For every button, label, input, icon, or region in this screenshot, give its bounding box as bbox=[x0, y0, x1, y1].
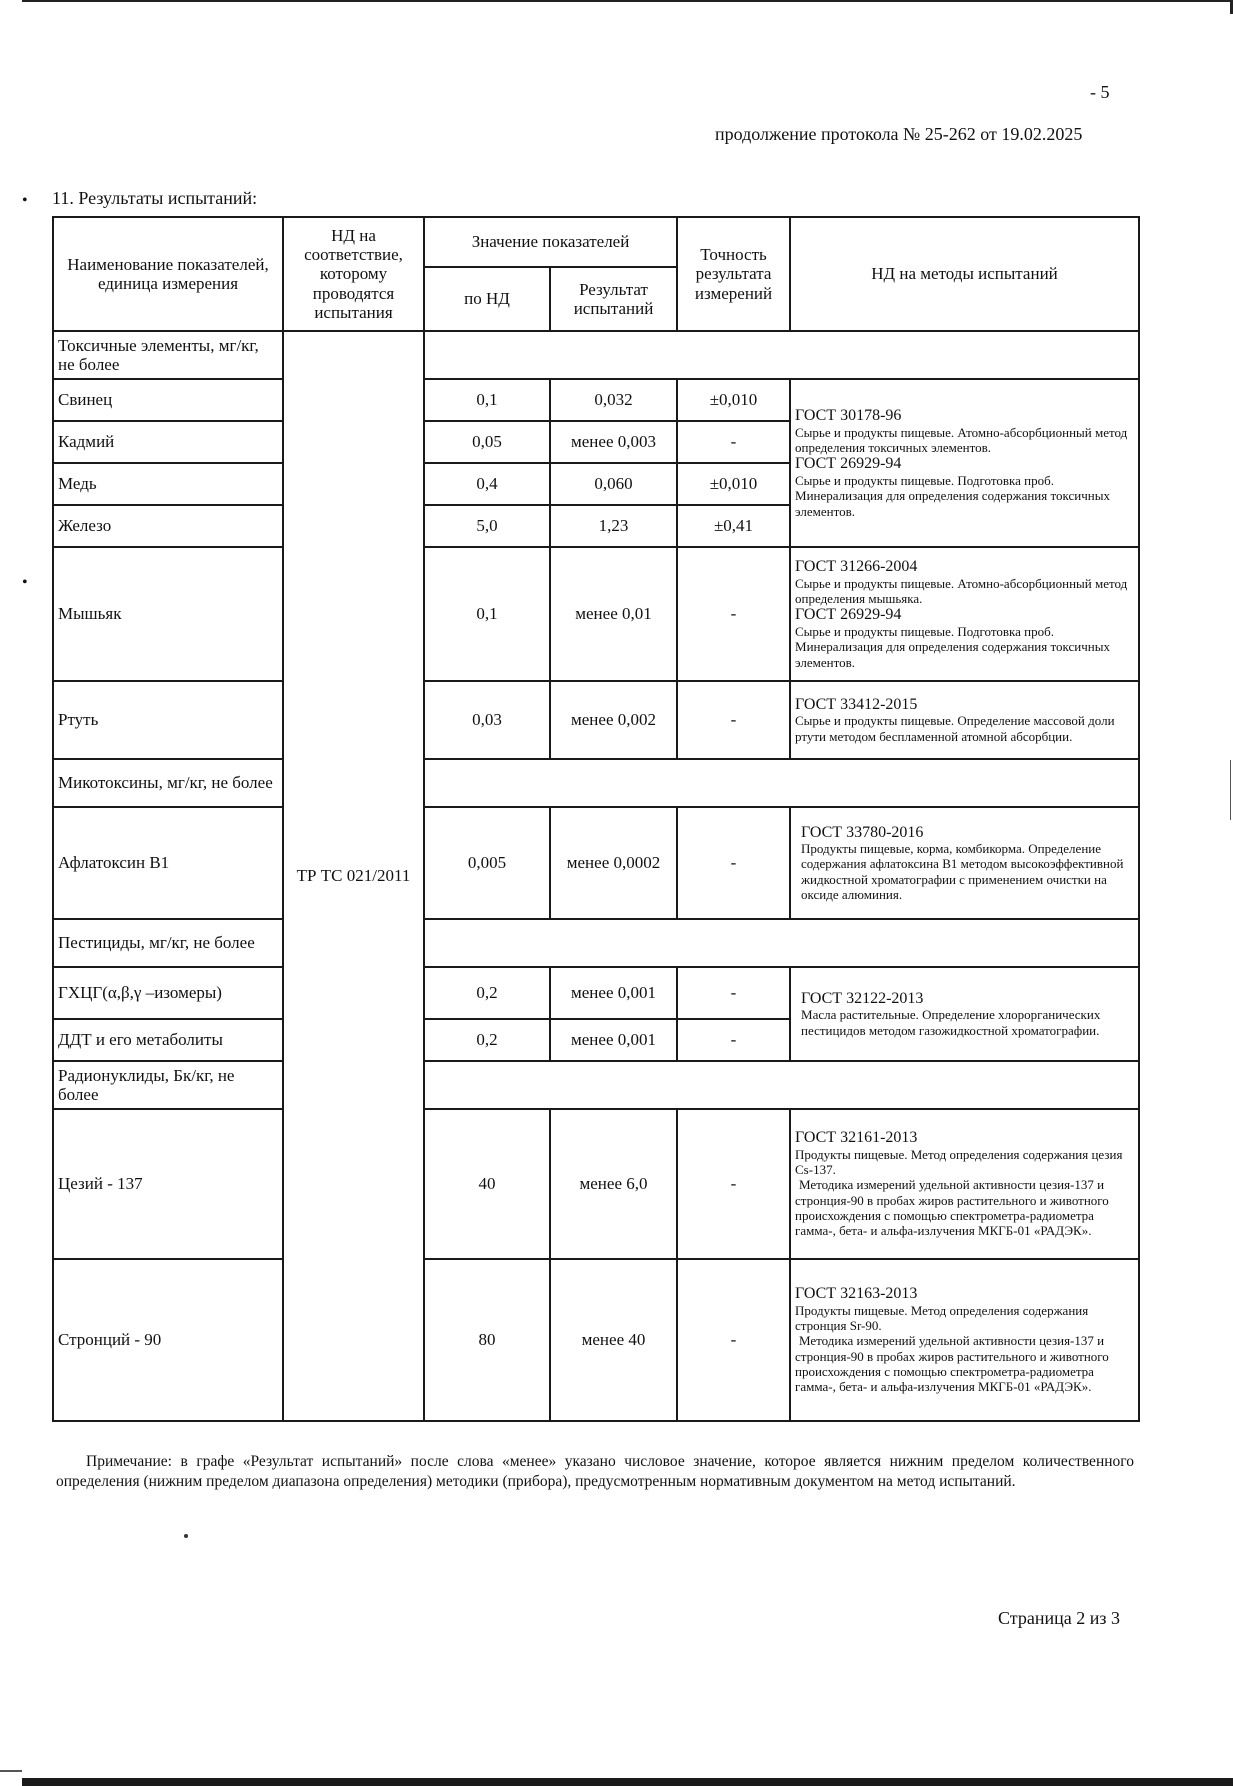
row-result: менее 0,01 bbox=[550, 547, 677, 681]
row-accuracy: - bbox=[677, 1109, 790, 1259]
row-name: Афлатоксин В1 bbox=[53, 807, 283, 919]
group-mycotoxins: Микотоксины, мг/кг, не более bbox=[53, 759, 283, 807]
method-cell bbox=[790, 1109, 1139, 1259]
row-name: Цезий - 137 bbox=[53, 1109, 283, 1259]
row-result: 1,23 bbox=[550, 505, 677, 547]
row-name: ДДТ и его метаболиты bbox=[53, 1019, 283, 1061]
header-values-group: Значение показателей bbox=[424, 217, 677, 267]
method-code: ГОСТ 31266-2004 bbox=[795, 558, 918, 576]
row-result: 0,032 bbox=[550, 379, 677, 421]
bottom-border-left bbox=[0, 1770, 22, 1772]
group-pesticides: Пестициды, мг/кг, не более bbox=[53, 919, 283, 967]
method-cell bbox=[790, 967, 1139, 1061]
table-row bbox=[53, 1259, 1139, 1421]
group-row bbox=[53, 331, 1139, 379]
method-desc: Методика измерений удельной активности цезия-137 и стронция-90 в пробах жиров растительного и животного происхождения с помощью спектрометра-радиометра гамма-, бета- и альфа-излучения МКГБ-01 «РАДЭК». bbox=[795, 1177, 1109, 1239]
header-nd-conformity: НД на соответствие, которому проводятся испытания bbox=[283, 217, 424, 331]
method-desc: Продукты пищевые. Метод определения содержания стронция Sr-90. bbox=[795, 1302, 1089, 1334]
row-accuracy: - bbox=[677, 421, 790, 463]
method-code: ГОСТ 33780-2016 bbox=[801, 823, 924, 841]
header-result: Результат испытаний bbox=[550, 267, 677, 331]
top-border bbox=[22, 0, 1233, 14]
method-desc: Сырье и продукты пищевые. Подготовка проб. Минерализация для определения содержания токсичных элементов. bbox=[795, 623, 1110, 670]
row-nd: 5,0 bbox=[424, 505, 550, 547]
row-accuracy: - bbox=[677, 547, 790, 681]
row-name: Стронций - 90 bbox=[53, 1259, 283, 1421]
margin-dot: • bbox=[22, 574, 28, 591]
note-paragraph: Примечание: в графе «Результат испытаний» после слова «менее» указано числовое значение, которое является нижним пределом количественного определения (нижним пределом диапазона определения) методики (прибора), предусмотренным нормативным документом на метод испытаний. bbox=[56, 1453, 1134, 1491]
row-result: менее 0,001 bbox=[550, 1019, 677, 1061]
table-row bbox=[53, 547, 1139, 681]
method-desc: Продукты пищевые, корма, комбикорма. Определение содержания афлатоксина В1 методом высокоэффективной жидкостной хроматографии с применением очистки на оксиде алюминия. bbox=[801, 841, 1124, 903]
section-title: 11. Результаты испытаний: bbox=[52, 188, 258, 208]
row-nd: 0,05 bbox=[424, 421, 550, 463]
row-name: Свинец bbox=[53, 379, 283, 421]
top-border-line bbox=[22, 0, 1233, 2]
row-accuracy: - bbox=[677, 1019, 790, 1061]
group-toxic: Токсичные элементы, мг/кг, не более bbox=[53, 331, 283, 379]
row-name: Железо bbox=[53, 505, 283, 547]
row-accuracy: - bbox=[677, 967, 790, 1019]
row-nd: 40 bbox=[424, 1109, 550, 1259]
table-header-row bbox=[53, 217, 1139, 267]
table-row bbox=[53, 807, 1139, 919]
table-row bbox=[53, 681, 1139, 759]
group-blank bbox=[424, 759, 1139, 807]
method-cell bbox=[790, 547, 1139, 681]
page-number: Страница 2 из 3 bbox=[998, 1608, 1120, 1628]
method-desc: Сырье и продукты пищевые. Определение массовой доли ртути методом беспламенной атомной абсорбции. bbox=[795, 713, 1115, 744]
row-nd: 0,4 bbox=[424, 463, 550, 505]
row-result: 0,060 bbox=[550, 463, 677, 505]
header-by-nd: по НД bbox=[424, 267, 550, 331]
scan-speck bbox=[184, 1534, 188, 1538]
row-result: менее 0,002 bbox=[550, 681, 677, 759]
row-result: менее 0,0002 bbox=[550, 807, 677, 919]
method-code: ГОСТ 26929-94 bbox=[795, 455, 902, 473]
method-desc: Сырье и продукты пищевые. Атомно-абсорбционный метод определения мышьяка. bbox=[795, 575, 1128, 606]
margin-dot: • bbox=[22, 192, 28, 209]
table-row bbox=[53, 967, 1139, 1019]
method-desc: Сырье и продукты пищевые. Атомно-абсорбционный метод определения токсичных элементов. bbox=[795, 424, 1128, 455]
row-name: Медь bbox=[53, 463, 283, 505]
bottom-border bbox=[22, 1778, 1233, 1786]
row-result: менее 6,0 bbox=[550, 1109, 677, 1259]
page-mark: - 5 bbox=[1090, 82, 1110, 102]
group-row bbox=[53, 759, 1139, 807]
nd-conformity-cell: ТР ТС 021/2011 bbox=[283, 331, 424, 1421]
row-accuracy: ±0,010 bbox=[677, 379, 790, 421]
row-nd: 0,1 bbox=[424, 547, 550, 681]
row-nd: 0,2 bbox=[424, 967, 550, 1019]
method-desc: Масла растительные. Определение хлорорганических пестицидов методом газожидкостной хроматографии. bbox=[801, 1007, 1101, 1038]
results-table bbox=[52, 216, 1140, 1422]
row-nd: 0,03 bbox=[424, 681, 550, 759]
group-blank bbox=[424, 919, 1139, 967]
row-name: ГХЦГ(α,β,γ –изомеры) bbox=[53, 967, 283, 1019]
group-blank bbox=[424, 1061, 1139, 1109]
row-accuracy: - bbox=[677, 1259, 790, 1421]
method-cell bbox=[790, 681, 1139, 759]
method-code: ГОСТ 32161-2013 bbox=[795, 1129, 918, 1147]
row-name: Кадмий bbox=[53, 421, 283, 463]
method-cell bbox=[790, 1259, 1139, 1421]
row-nd: 0,2 bbox=[424, 1019, 550, 1061]
method-code: ГОСТ 26929-94 bbox=[795, 606, 902, 624]
group-radionuclides: Радионуклиды, Бк/кг, не более bbox=[53, 1061, 283, 1109]
row-nd: 0,1 bbox=[424, 379, 550, 421]
row-result: менее 0,003 bbox=[550, 421, 677, 463]
group-row bbox=[53, 919, 1139, 967]
row-accuracy: ±0,41 bbox=[677, 505, 790, 547]
row-nd: 0,005 bbox=[424, 807, 550, 919]
row-result: менее 0,001 bbox=[550, 967, 677, 1019]
row-nd: 80 bbox=[424, 1259, 550, 1421]
row-name: Мышьяк bbox=[53, 547, 283, 681]
group-blank bbox=[424, 331, 1139, 379]
row-accuracy: ±0,010 bbox=[677, 463, 790, 505]
row-name: Ртуть bbox=[53, 681, 283, 759]
method-desc: Продукты пищевые. Метод определения содержания цезия Cs-137. bbox=[795, 1146, 1123, 1178]
row-accuracy: - bbox=[677, 681, 790, 759]
protocol-continuation: продолжение протокола № 25-262 от 19.02.2025 bbox=[715, 124, 1083, 144]
method-desc: Методика измерений удельной активности цезия-137 и стронция-90 в пробах жиров растительного и животного происхождения с помощью спектрометра-радиометра гамма-, бета- и альфа-излучения МКГБ-01 «РАДЭК». bbox=[795, 1333, 1109, 1395]
header-name: Наименование показателей, единица измерения bbox=[53, 217, 283, 331]
scan-edge-mark bbox=[1230, 760, 1231, 820]
method-cell bbox=[790, 379, 1139, 547]
header-accuracy: Точность результата измерений bbox=[677, 217, 790, 331]
method-desc: Сырье и продукты пищевые. Подготовка проб. Минерализация для определения содержания токсичных элементов. bbox=[795, 472, 1110, 519]
row-accuracy: - bbox=[677, 807, 790, 919]
method-code: ГОСТ 30178-96 bbox=[795, 407, 902, 425]
table-row bbox=[53, 1109, 1139, 1259]
method-code: ГОСТ 32163-2013 bbox=[795, 1285, 918, 1303]
group-row bbox=[53, 1061, 1139, 1109]
method-code: ГОСТ 33412-2015 bbox=[795, 695, 918, 713]
header-methods: НД на методы испытаний bbox=[790, 217, 1139, 331]
row-result: менее 40 bbox=[550, 1259, 677, 1421]
method-cell bbox=[790, 807, 1139, 919]
table-row bbox=[53, 379, 1139, 421]
method-code: ГОСТ 32122-2013 bbox=[801, 989, 924, 1007]
